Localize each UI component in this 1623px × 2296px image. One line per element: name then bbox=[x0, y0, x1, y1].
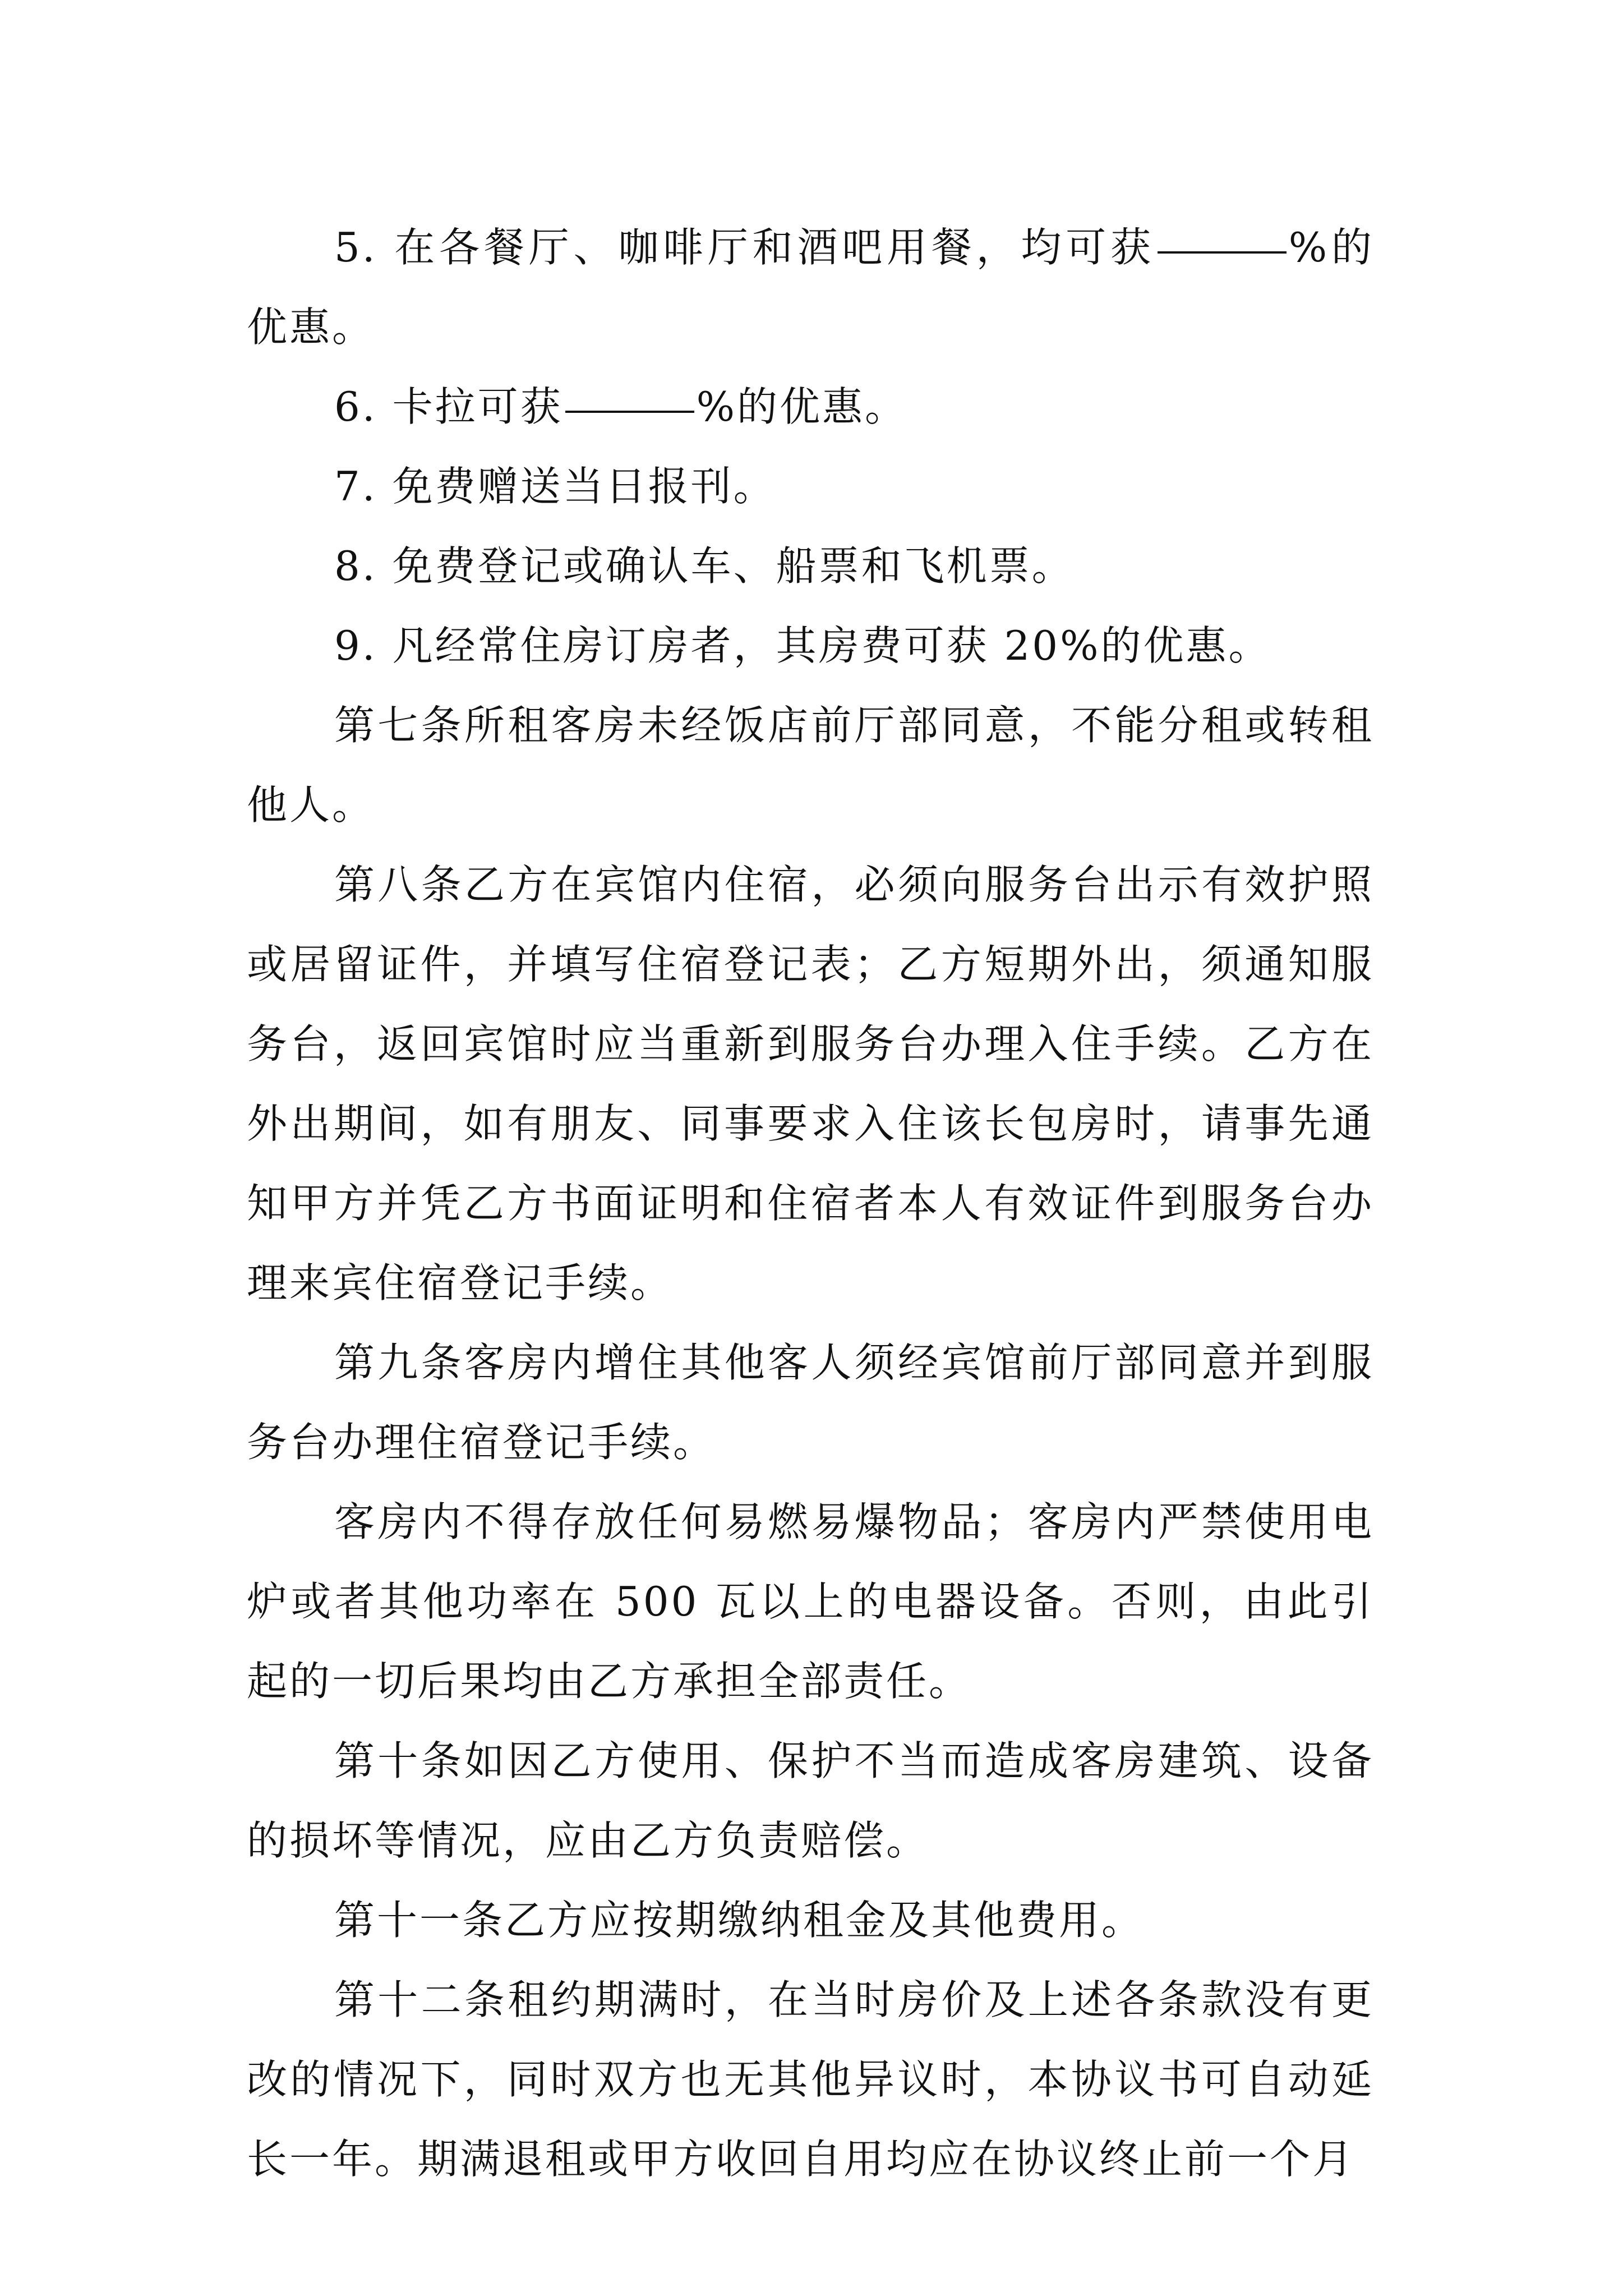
list-item-6 bbox=[247, 367, 1374, 447]
list-item-9: 9. 凡经常住房订房者，其房费可获 20%的优惠。 bbox=[334, 622, 1271, 669]
article-7-paragraph: 第七条所租客房未经饭店前厅部同意，不能分租或转租他人。 bbox=[247, 702, 1374, 829]
list-item-6-text-after: %的优惠。 bbox=[696, 383, 908, 430]
article-8-paragraph: 第八条乙方在宾馆内住宿，必须向服务台出示有效护照或居留证件，并填写住宿登记表；乙方短期外出，须通知服务台，返回宾馆时应当重新到服务台办理入住手续。乙方在外出期间，如有朋友、同事要求入住该长包房时，请事先通知甲方并凭乙方书面证明和住宿者本人有效证件到服务台办理来宾住宿登记手续。 bbox=[247, 861, 1374, 1306]
list-item-5-text-after: %的优惠。 bbox=[247, 224, 1374, 351]
list-item-5-text-before: 5. 在各餐厅、咖啡厅和酒吧用餐，均可获 bbox=[334, 224, 1155, 271]
document-body bbox=[247, 208, 1374, 2199]
article-9-paragraph: 第九条客房内增住其他客人须经宾馆前厅部同意并到服务台办理住宿登记手续。 bbox=[247, 1339, 1374, 1466]
article-10-paragraph: 第十条如因乙方使用、保护不当而造成客房建筑、设备的损坏等情况，应由乙方负责赔偿。 bbox=[247, 1737, 1374, 1864]
list-item-7: 7. 免费赠送当日报刊。 bbox=[334, 463, 776, 510]
flammable-items-paragraph: 客房内不得存放任何易燃易爆物品；客房内严禁使用电炉或者其他功率在 500 瓦以上的电器设备。否则，由此引起的一切后果均由乙方承担全部责任。 bbox=[247, 1498, 1374, 1705]
list-item-6-text-before: 6. 卡拉可获 bbox=[334, 383, 563, 430]
list-item-5 bbox=[247, 208, 1374, 367]
fill-in-blank bbox=[1158, 251, 1287, 254]
fill-in-blank bbox=[565, 411, 694, 413]
list-item-8: 8. 免费登记或确认车、船票和飞机票。 bbox=[334, 542, 1075, 590]
article-11-paragraph: 第十一条乙方应按期缴纳租金及其他费用。 bbox=[334, 1897, 1145, 1944]
article-12-paragraph: 第十二条租约期满时，在当时房价及上述各条款没有更改的情况下，同时双方也无其他异议时，本协议书可自动延长一年。期满退租或甲方收回自用均应在协议终止前一个月 bbox=[247, 1976, 1374, 2183]
